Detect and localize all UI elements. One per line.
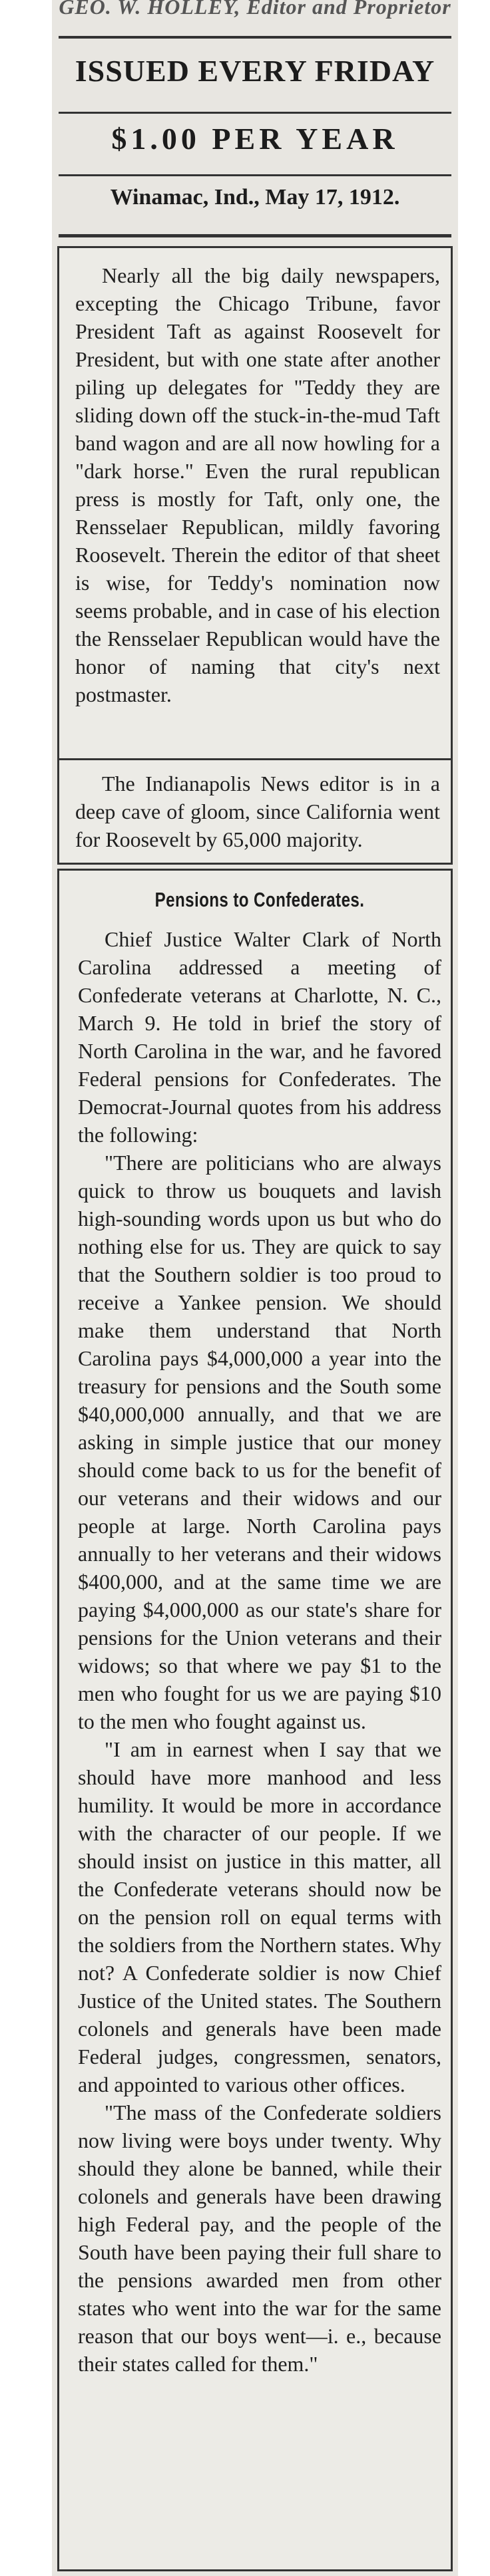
masthead-rule-mid (59, 112, 451, 114)
newspaper-clipping (52, 0, 458, 2576)
masthead-rule-bottom (59, 234, 451, 237)
masthead-rule-top (59, 36, 451, 39)
issued-every-friday: ISSUED EVERY FRIDAY (75, 54, 435, 88)
subscription-price: $1.00 PER YEAR (111, 122, 399, 156)
masthead-rule-low (59, 174, 451, 176)
item-taft-roosevelt-text: Nearly all the big daily newspapers, excepting the Chicago Tribune, favor President Taft as against Roosevelt for President, but with one state after another piling up delegates for "Teddy they are sliding down off the stuck-in-the-mud Taft band wagon and are all now howling for a "dark horse." Even the rural republican press is mostly for Taft, only one, the Rensselaer Republican, mildly favoring Roosevelt. Therein the editor of that sheet is wise, for Teddy's nomination now seems probable, and in case of his election the Rensselaer Republican would have the honor of naming that city's next postmaster. (75, 263, 440, 706)
item-taft-roosevelt (57, 246, 453, 791)
article-headline: Pensions to Confederates. (154, 888, 365, 911)
item-indianapolis-news (57, 758, 453, 865)
article-paragraph: "There are politicians who are always quick to throw us bouquets and lavish high-sounding words upon us but who do nothing else for us. They are quick to say that the Southern soldier is too proud to receive a Yankee pension. We should make them understand that North Carolina pays $4,000,000 a year into the treasury for pensions and the South some $40,000,000 annually, and that we are asking in simple justice that our money should come back to us for the benefit of our veterans and their widows and our people at large. North Carolina pays annually to her veterans and their widows $400,000, and at the same time we are paying $4,000,000 as our state's share for pensions for the Union veterans and their widows; so that where we pay $1 to the men who fought for us we are paying $10 to the men who fought against us. (78, 1151, 441, 1733)
item-indianapolis-news-text: The Indianapolis News editor is in a deep cave of gloom, since California went for Roosevelt by 65,000 majority. (75, 772, 440, 851)
dateline: Winamac, Ind., May 17, 1912. (110, 185, 400, 210)
article-paragraph: Chief Justice Walter Clark of North Carolina addressed a meeting of Confederate veterans at Charlotte, N. C., March 9. He told in brief the story of North Carolina in the war, and he favored Federal pensions for Confederates. The Democrat-Journal quotes from his address the following: (78, 927, 441, 1147)
masthead-fragment: GEO. W. HOLLEY, Editor and Proprietor (59, 0, 451, 19)
article-paragraph: "I am in earnest when I say that we should have more manhood and less humility. It would be more in accordance with the character of our people. If we should insist on justice in this matter, all the Confederate veterans should now be on the pension roll on equal terms with the soldiers from the Northern states. Why not? A Confederate soldier is now Chief Justice of the United states. The Southern colonels and generals have been made Federal judges, congressmen, senators, and appointed to various other offices. (78, 1737, 441, 2096)
article-paragraph: "The mass of the Confederate soldiers now living were boys under twenty. Why should they alone be banned, while their colonels and generals have been drawing high Federal pay, and the people of the South have been paying their full share to the pensions awarded men from other states who went into the war for the same reason that our boys went—i. e., because their states called for them." (78, 2100, 441, 2376)
article-pensions (57, 869, 453, 2571)
